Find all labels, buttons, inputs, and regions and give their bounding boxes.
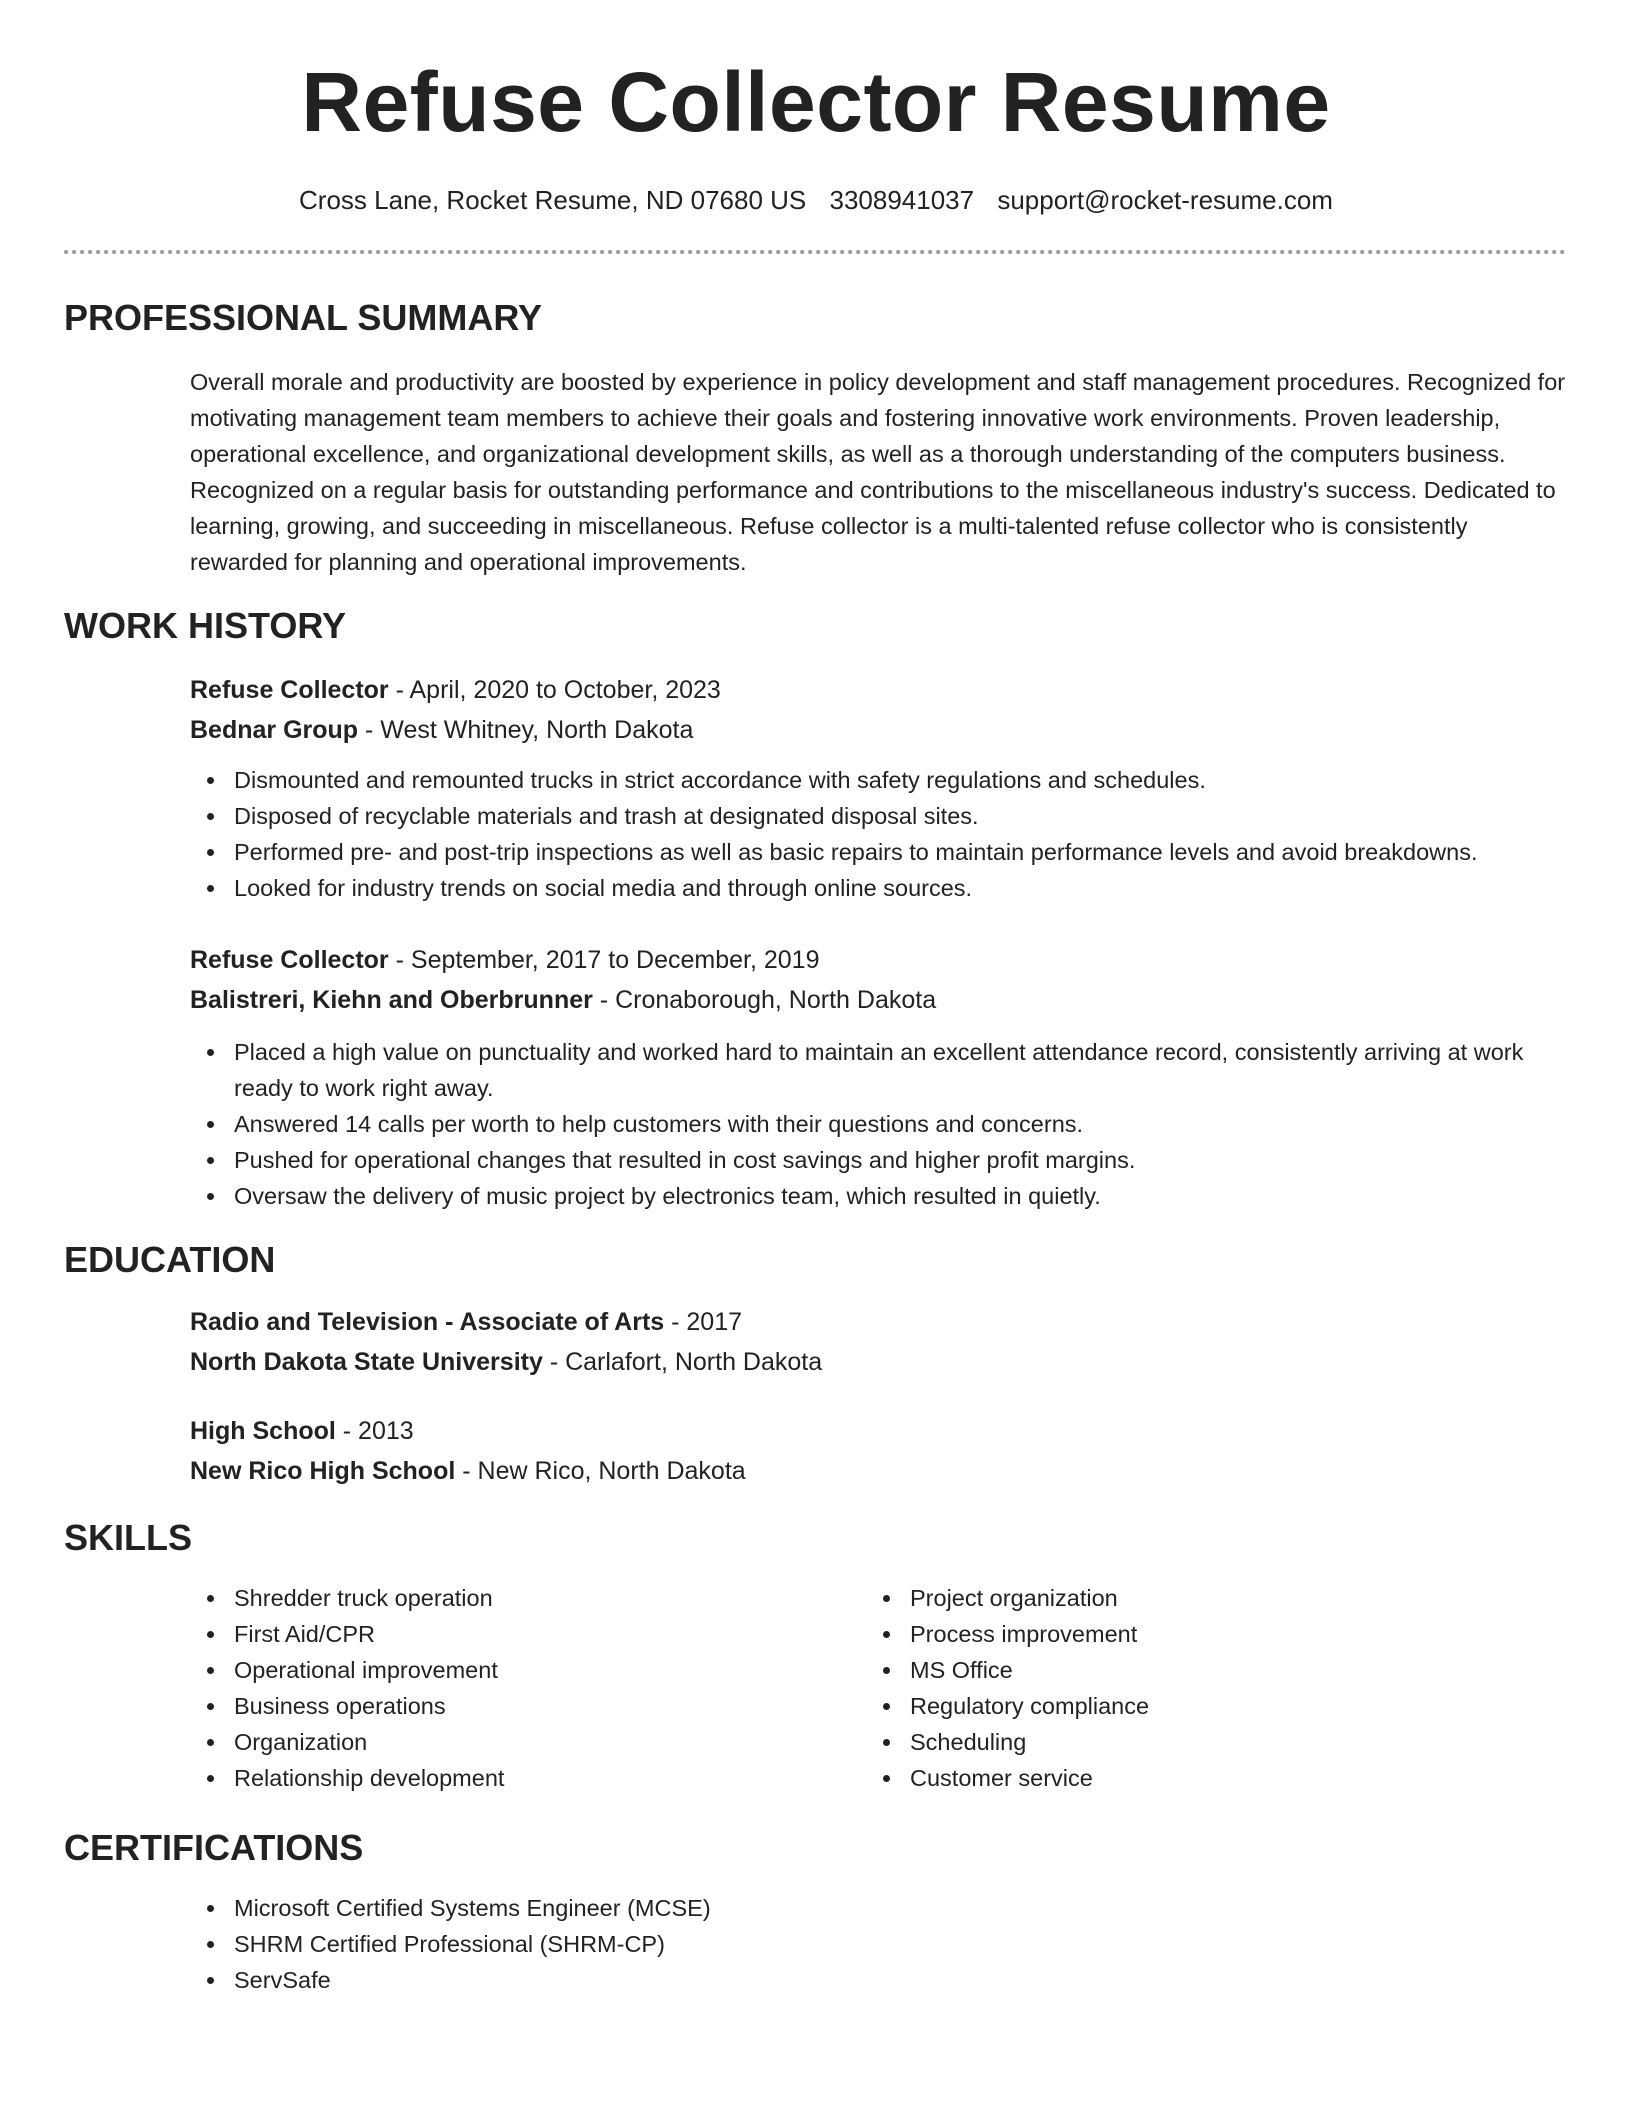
list-item: Operational improvement bbox=[190, 1652, 830, 1688]
list-item: Dismounted and remounted trucks in strict accordance with safety regulations and schedules. bbox=[190, 762, 1570, 798]
list-item: Business operations bbox=[190, 1688, 830, 1724]
job-company-line bbox=[190, 710, 1570, 750]
education-degree: Radio and Television - Associate of Arts bbox=[190, 1308, 665, 1336]
job-entry bbox=[190, 670, 1570, 906]
education-year: - 2013 bbox=[335, 1417, 414, 1445]
job-dates: - September, 2017 to December, 2019 bbox=[388, 946, 820, 974]
job-dates: - April, 2020 to October, 2023 bbox=[388, 676, 721, 704]
education-degree-line bbox=[190, 1302, 1570, 1342]
header-divider bbox=[64, 250, 1566, 254]
job-location: - West Whitney, North Dakota bbox=[358, 716, 694, 744]
job-title-line bbox=[190, 670, 1570, 710]
list-item: Customer service bbox=[866, 1760, 1506, 1796]
contact-address: Cross Lane, Rocket Resume, ND 07680 US bbox=[299, 185, 807, 215]
contact-phone: 3308941037 bbox=[829, 185, 975, 215]
resume-title: Refuse Collector Resume bbox=[301, 55, 1331, 149]
education-location: - Carlafort, North Dakota bbox=[542, 1348, 823, 1376]
section-title-certifications: CERTIFICATIONS bbox=[64, 1827, 364, 1868]
certifications-list bbox=[190, 1890, 1570, 1998]
summary-text: Overall morale and productivity are boosted by experience in policy development and staff management procedures. Recognized for motivating management team members to achieve their goals and fostering innovative work environments. Proven leadership, operational excellence, and organizational development skills, as well as a thorough understanding of the computers business. Recognized on a regular basis for outstanding performance and contributions to the miscellaneous industry's success. Dedicated to learning, growing, and succeeding in miscellaneous. Refuse collector is a multi-talented refuse collector who is consistently rewarded for planning and operational improvements. bbox=[190, 369, 1566, 575]
contact-line bbox=[0, 182, 1632, 218]
education-entry bbox=[190, 1411, 1570, 1491]
list-item: Scheduling bbox=[866, 1724, 1506, 1760]
job-company: Balistreri, Kiehn and Oberbrunner bbox=[190, 986, 593, 1014]
list-item: MS Office bbox=[866, 1652, 1506, 1688]
list-item: Organization bbox=[190, 1724, 830, 1760]
list-item: ServSafe bbox=[190, 1962, 1570, 1998]
list-item: Process improvement bbox=[866, 1616, 1506, 1652]
job-entry bbox=[190, 940, 1570, 1214]
list-item: Relationship development bbox=[190, 1760, 830, 1796]
list-item: Project organization bbox=[866, 1580, 1506, 1616]
list-item: Oversaw the delivery of music project by electronics team, which resulted in quietly. bbox=[190, 1178, 1570, 1214]
education-year: - 2017 bbox=[664, 1308, 743, 1336]
list-item: Placed a high value on punctuality and worked hard to maintain an excellent attendance record, consistently arriving at work ready to work right away. bbox=[190, 1034, 1570, 1106]
job-duties-list bbox=[190, 1034, 1570, 1214]
list-item: Performed pre- and post-trip inspections as well as basic repairs to maintain performance levels and avoid breakdowns. bbox=[190, 834, 1570, 870]
job-role: Refuse Collector bbox=[190, 946, 389, 974]
education-school-line bbox=[190, 1342, 1570, 1382]
job-title-line bbox=[190, 940, 1570, 980]
section-title-work-history: WORK HISTORY bbox=[64, 605, 347, 646]
list-item: SHRM Certified Professional (SHRM-CP) bbox=[190, 1926, 1570, 1962]
list-item: Looked for industry trends on social media and through online sources. bbox=[190, 870, 1570, 906]
list-item: First Aid/CPR bbox=[190, 1616, 830, 1652]
education-degree-line bbox=[190, 1411, 1570, 1451]
education-school-line bbox=[190, 1451, 1570, 1491]
section-title-summary: PROFESSIONAL SUMMARY bbox=[64, 297, 543, 338]
job-company-line bbox=[190, 980, 1570, 1020]
job-company: Bednar Group bbox=[190, 716, 359, 744]
skills-list-right bbox=[866, 1580, 1506, 1796]
education-school: New Rico High School bbox=[190, 1457, 456, 1485]
list-item: Regulatory compliance bbox=[866, 1688, 1506, 1724]
education-school: North Dakota State University bbox=[190, 1348, 543, 1376]
education-location: - New Rico, North Dakota bbox=[455, 1457, 746, 1485]
job-duties-list bbox=[190, 762, 1570, 906]
education-degree: High School bbox=[190, 1417, 336, 1445]
list-item: Microsoft Certified Systems Engineer (MCSE) bbox=[190, 1890, 1570, 1926]
section-title-skills: SKILLS bbox=[64, 1517, 193, 1558]
list-item: Disposed of recyclable materials and trash at designated disposal sites. bbox=[190, 798, 1570, 834]
section-title-education: EDUCATION bbox=[64, 1239, 276, 1280]
skills-list-left bbox=[190, 1580, 830, 1796]
education-entry bbox=[190, 1302, 1570, 1382]
list-item: Shredder truck operation bbox=[190, 1580, 830, 1616]
contact-email: support@rocket-resume.com bbox=[997, 185, 1333, 215]
list-item: Pushed for operational changes that resulted in cost savings and higher profit margins. bbox=[190, 1142, 1570, 1178]
job-location: - Cronaborough, North Dakota bbox=[592, 986, 937, 1014]
job-role: Refuse Collector bbox=[190, 676, 389, 704]
list-item: Answered 14 calls per worth to help customers with their questions and concerns. bbox=[190, 1106, 1570, 1142]
